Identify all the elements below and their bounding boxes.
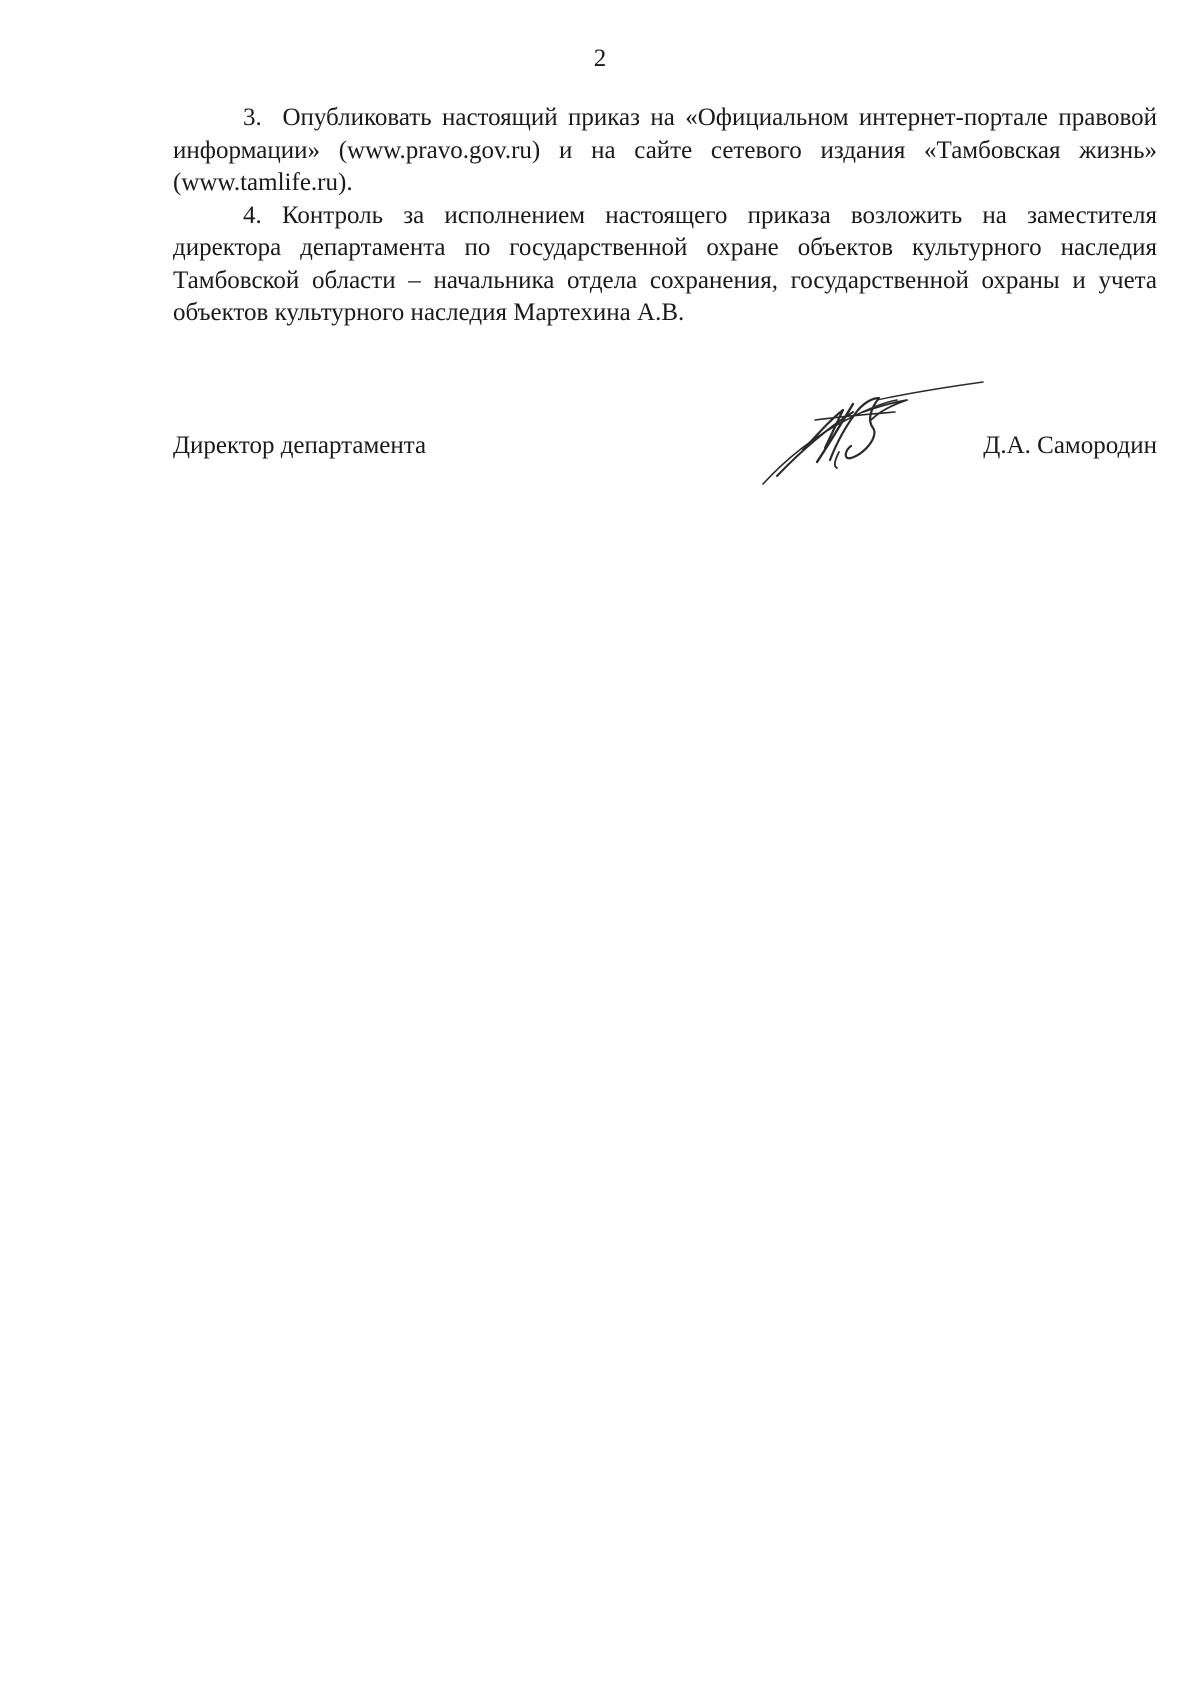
page-number: 2 xyxy=(593,45,607,72)
handwritten-signature xyxy=(755,380,985,500)
signature-block xyxy=(173,430,1157,470)
paragraph-text: Контроль за исполнением настоящего приказа возложить на заместителя директора департамента по государственной охране объектов культурного наследия Тамбовской области – начальника отдела сохранения, государственной охраны и учета объектов культурного наследия Мартехина А.В. xyxy=(173,201,1157,326)
signer-title: Директор департамента xyxy=(173,432,427,459)
signer-name: Д.А. Самородин xyxy=(983,432,1157,459)
paragraph-number: 3. xyxy=(243,104,262,131)
document-body xyxy=(173,102,1157,330)
paragraph-4 xyxy=(173,200,1157,330)
paragraph-3 xyxy=(173,102,1157,200)
paragraph-number: 4. xyxy=(243,201,262,229)
paragraph-text: Опубликовать настоящий приказ на «Официальном интернет-портале правовой информации» (www.pravo.gov.ru) и на сайте сетевого издания «Тамбовская жизнь» (www.tamlife.ru). xyxy=(173,104,1158,196)
